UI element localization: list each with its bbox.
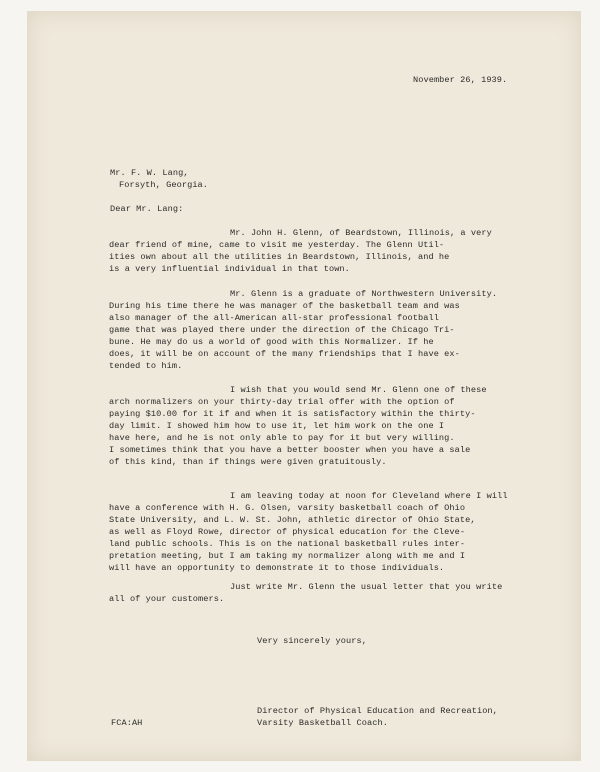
paragraph-4-line-6: pretation meeting, but I am taking my normalizer along with me and I bbox=[109, 551, 466, 561]
paragraph-3-line-7: of this kind, than if things were given gratuitously. bbox=[109, 457, 387, 467]
closing: Very sincerely yours, bbox=[257, 636, 367, 646]
paragraph-1-line-3: ities own about all the utilities in Beardstown, Illinois, and he bbox=[109, 252, 450, 262]
paragraph-2-line-4: game that was played there under the direction of the Chicago Tri- bbox=[109, 325, 455, 335]
paragraph-4-line-7: will have an opportunity to demonstrate it to those individuals. bbox=[109, 563, 445, 573]
paragraph-3-line-5: have here, and he is not only able to pay for it but very willing. bbox=[109, 433, 455, 443]
paragraph-1-line-1: Mr. John H. Glenn, of Beardstown, Illinois, a very bbox=[230, 228, 492, 238]
paragraph-3-line-3: paying $10.00 for it if and when it is satisfactory within the thirty- bbox=[109, 409, 476, 419]
paragraph-4-line-3: State University, and L. W. St. John, athletic director of Ohio State, bbox=[109, 515, 476, 525]
letter-date: November 26, 1939. bbox=[413, 75, 508, 85]
recipient-name: Mr. F. W. Lang, bbox=[110, 168, 189, 178]
paragraph-3-line-4: day limit. I showed him how to use it, let him work on the one I bbox=[109, 421, 445, 431]
paragraph-2-line-5: bune. He may do us a world of good with this Normalizer. If he bbox=[109, 337, 434, 347]
paragraph-3-line-6: I sometimes think that you have a better booster when you have a sale bbox=[109, 445, 471, 455]
paragraph-2-line-1: Mr. Glenn is a graduate of Northwestern University. bbox=[230, 289, 498, 299]
paragraph-1-line-2: dear friend of mine, came to visit me yesterday. The Glenn Util- bbox=[109, 240, 445, 250]
paragraph-5-line-1: Just write Mr. Glenn the usual letter that you write bbox=[230, 582, 503, 592]
paragraph-2-line-2: During his time there he was manager of the basketball team and was bbox=[109, 301, 460, 311]
paragraph-4-line-5: land public schools. This is on the national basketball rules inter- bbox=[109, 539, 466, 549]
paragraph-1-line-4: is a very influential individual in that town. bbox=[109, 264, 350, 274]
paragraph-2-line-3: also manager of the all-American all-star professional football bbox=[109, 313, 439, 323]
paragraph-3-line-2: arch normalizers on your thirty-day trial offer with the option of bbox=[109, 397, 455, 407]
reference-initials: FCA:AH bbox=[111, 718, 143, 728]
signature-title-line-1: Director of Physical Education and Recreation, bbox=[257, 706, 498, 716]
paragraph-4-line-4: as well as Floyd Rowe, director of physical education for the Cleve- bbox=[109, 527, 466, 537]
paragraph-4-line-1: I am leaving today at noon for Cleveland where I will bbox=[230, 491, 508, 501]
paragraph-2-line-6: does, it will be on account of the many friendships that I have ex- bbox=[109, 349, 460, 359]
salutation: Dear Mr. Lang: bbox=[110, 204, 184, 214]
recipient-location: Forsyth, Georgia. bbox=[119, 180, 209, 190]
signature-title-line-2: Varsity Basketball Coach. bbox=[257, 718, 388, 728]
paragraph-5-line-2: all of your customers. bbox=[109, 594, 225, 604]
paragraph-3-line-1: I wish that you would send Mr. Glenn one of these bbox=[230, 385, 487, 395]
paragraph-4-line-2: have a conference with H. G. Olsen, varsity basketball coach of Ohio bbox=[109, 503, 466, 513]
paragraph-2-line-7: tended to him. bbox=[109, 361, 183, 371]
